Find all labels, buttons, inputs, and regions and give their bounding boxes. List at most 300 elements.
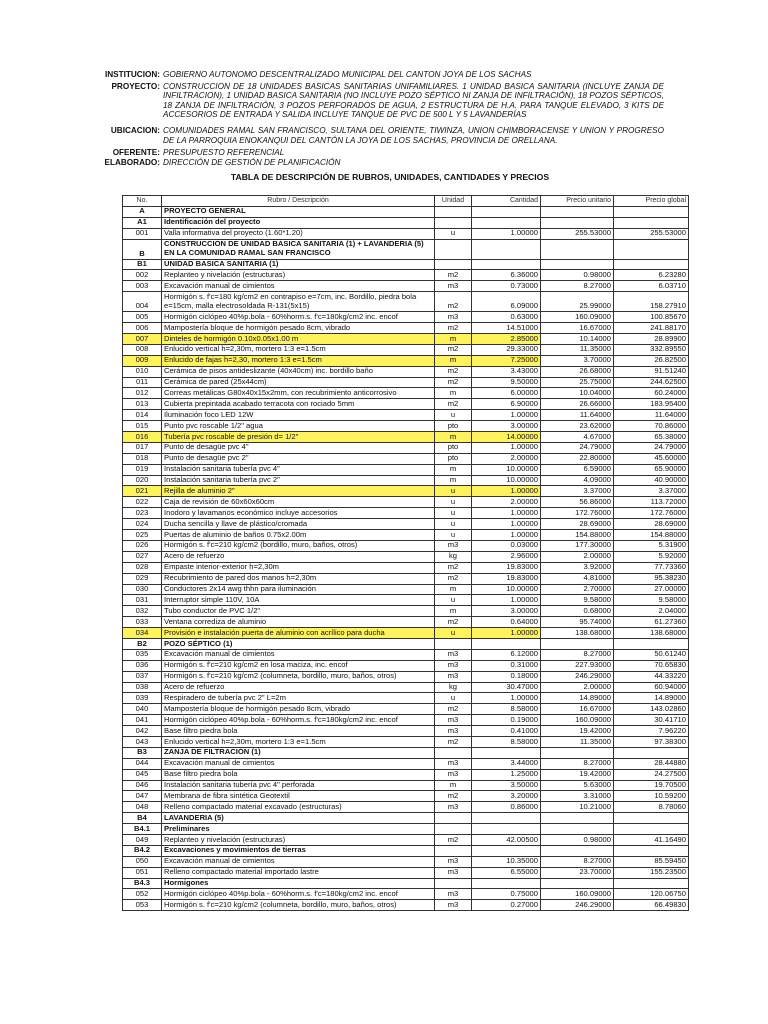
section-row [123,206,689,217]
table-row [123,312,689,323]
row-unit: m2 [435,270,472,281]
row-description: Cubierta prepintada acabado terracota con rociado 5mm [162,399,435,410]
row-description: CONSTRUCCION DE UNIDAD BASICA SANITARIA (1) + LAVANDERIA (5) EN LA COMUNIDAD RAMAL SAN FRANCISCO [162,239,435,259]
ubicacion-row [104,126,664,145]
row-description: Ducha sencilla y llave de plástico/cromada [162,519,435,530]
row-number: 053 [123,900,162,911]
row-unit-price: 25.75000 [541,377,614,388]
row-description: Base filtro piedra bola [162,726,435,737]
row-description: Base filtro piedra bola [162,769,435,780]
row-quantity [472,638,541,649]
ubicacion-label: UBICACION: [110,125,160,135]
row-quantity: 3.43000 [472,366,541,377]
table-row [123,726,689,737]
row-description: Empaste interior-exterior h=2,30m [162,562,435,573]
row-quantity: 19.83000 [472,562,541,573]
row-total-price [614,206,689,217]
row-number: 011 [123,377,162,388]
row-number: 018 [123,453,162,464]
oferente-row [104,148,664,158]
row-quantity: 6.12000 [472,649,541,660]
row-unit-price: 6.59000 [541,464,614,475]
row-total-price [614,259,689,270]
row-quantity: 2.96000 [472,551,541,562]
row-quantity: 10.00000 [472,464,541,475]
section-row [123,638,689,649]
row-unit [435,824,472,835]
row-number: 049 [123,834,162,845]
row-unit-price: 0.98000 [541,834,614,845]
row-number: 025 [123,530,162,541]
row-quantity: 42.00500 [472,834,541,845]
table-row [123,486,689,497]
row-quantity: 6.36000 [472,270,541,281]
row-description: Recubrimiento de pared dos manos h=2,30m [162,573,435,584]
row-unit: m [435,334,472,345]
table-row [123,228,689,239]
row-unit: m2 [435,736,472,747]
row-number: 005 [123,312,162,323]
row-quantity: 1.25000 [472,769,541,780]
row-unit-price: 14.89000 [541,693,614,704]
row-total-price: 5.92000 [614,551,689,562]
row-unit-price: 23.62000 [541,421,614,432]
table-row [123,355,689,366]
row-total-price: 85.59450 [614,856,689,867]
row-unit-price: 246.29000 [541,671,614,682]
row-total-price [614,217,689,228]
row-description: Membrana de fibra sintética Geotextil [162,791,435,802]
row-quantity: 0.31000 [472,660,541,671]
budget-table [122,195,689,911]
row-description: Tubo conductor de PVC 1/2" [162,606,435,617]
row-unit: u [435,228,472,239]
row-unit-price: 10.04000 [541,388,614,399]
row-unit [435,638,472,649]
row-number: 008 [123,344,162,355]
row-total-price: 113.72000 [614,497,689,508]
row-unit-price: 3.92000 [541,562,614,573]
table-row [123,281,689,292]
row-unit-price: 56.86000 [541,497,614,508]
row-quantity: 7.25000 [472,355,541,366]
row-number: B [123,239,162,259]
row-number: 036 [123,660,162,671]
row-description: Hormigón s. f'c=210 kg/cm2 (columneta, bordillo, muro, baños, otros) [162,900,435,911]
row-number: 022 [123,497,162,508]
row-quantity: 3.50000 [472,780,541,791]
row-unit-price: 25.99000 [541,292,614,312]
row-number: 027 [123,551,162,562]
row-total-price: 91.51240 [614,366,689,377]
row-unit-price [541,824,614,835]
table-row [123,442,689,453]
row-total-price: 255.53000 [614,228,689,239]
row-number: 026 [123,540,162,551]
row-number: 047 [123,791,162,802]
row-unit-price: 10.14000 [541,334,614,345]
row-unit-price: 0.98000 [541,270,614,281]
section-row [123,259,689,270]
row-total-price: 95.38230 [614,573,689,584]
row-number: 002 [123,270,162,281]
row-description: LAVANDERIA (5) [162,813,435,824]
row-total-price: 332.89550 [614,344,689,355]
row-description: Punto pvc roscable 1/2" agua [162,421,435,432]
row-quantity: 1.00000 [472,508,541,519]
row-number: 004 [123,292,162,312]
row-description: Correas metálicas G80x40x15x2mm, con recubrimiento anticorrosivo [162,388,435,399]
row-unit-price: 8.27000 [541,758,614,769]
table-row [123,736,689,747]
row-unit: m [435,464,472,475]
row-number: B3 [123,747,162,758]
row-total-price: 77.73360 [614,562,689,573]
row-unit: m [435,606,472,617]
row-number: 035 [123,649,162,660]
row-description: Respiradero de tubería pvc 2" L=2m [162,693,435,704]
row-unit: m2 [435,834,472,845]
row-number: 039 [123,693,162,704]
row-description: Excavación manual de cimientos [162,856,435,867]
table-row [123,660,689,671]
row-unit [435,747,472,758]
row-description: Enlucido vertical h=2,30m, mortero 1:3 e=1.5cm [162,344,435,355]
row-description: Excavación manual de cimientos [162,281,435,292]
table-row [123,410,689,421]
row-number: 020 [123,475,162,486]
row-unit: m3 [435,769,472,780]
row-total-price: 244.62500 [614,377,689,388]
row-total-price [614,845,689,856]
row-unit: u [435,497,472,508]
row-quantity: 1.00000 [472,628,541,639]
table-row [123,475,689,486]
row-unit-price: 138.68000 [541,628,614,639]
row-unit-price: 4.81000 [541,573,614,584]
row-unit-price: 8.27000 [541,856,614,867]
table-row [123,453,689,464]
row-description: Caja de revisión de 60x60x60cm [162,497,435,508]
col-header-description: Rubro / Descripción [162,196,435,207]
row-unit-price: 16.67000 [541,323,614,334]
row-number: 046 [123,780,162,791]
row-total-price: 24.79000 [614,442,689,453]
elaborado-row [104,158,664,168]
row-number: 028 [123,562,162,573]
row-number: 037 [123,671,162,682]
row-number: 038 [123,682,162,693]
row-description: Instalación sanitaria tubería pvc 4" perforada [162,780,435,791]
row-unit: m2 [435,344,472,355]
row-total-price: 158.27910 [614,292,689,312]
row-number: B1 [123,259,162,270]
row-number: 024 [123,519,162,530]
table-row [123,519,689,530]
row-quantity: 0.41000 [472,726,541,737]
row-unit-price: 227.93000 [541,660,614,671]
row-quantity: 3.20000 [472,791,541,802]
row-unit-price: 9.58000 [541,595,614,606]
row-quantity [472,239,541,259]
table-row [123,867,689,878]
row-quantity: 1.00000 [472,486,541,497]
row-total-price: 11.64000 [614,410,689,421]
row-description: Hormigón s. f'c=210 kg/cm2 en losa maciza, inc. encof [162,660,435,671]
row-total-price: 5.31900 [614,540,689,551]
table-row [123,562,689,573]
row-number: 016 [123,432,162,443]
elaborado-value: DIRECCIÓN DE GESTIÓN DE PLANIFICACIÓN [163,157,341,167]
row-unit: m3 [435,671,472,682]
row-description: Preliminares [162,824,435,835]
row-total-price: 154.88000 [614,530,689,541]
table-row [123,649,689,660]
row-unit-price [541,845,614,856]
row-total-price: 183.95400 [614,399,689,410]
row-unit-price [541,747,614,758]
institucion-label: INSTITUCION: [104,70,160,79]
row-description: Identificación del proyecto [162,217,435,228]
row-unit: m [435,780,472,791]
table-row [123,693,689,704]
row-total-price: 28.89900 [614,334,689,345]
row-unit-price: 16.67000 [541,704,614,715]
table-row [123,464,689,475]
row-number: 021 [123,486,162,497]
row-total-price: 30.41710 [614,715,689,726]
row-unit-price: 19.42000 [541,769,614,780]
row-description: Hormigón s. f'c=210 kg/cm2 (columneta, bordillo, muro, baños, otros) [162,671,435,682]
row-unit: m3 [435,802,472,813]
row-description: Acero de refuerzo [162,551,435,562]
row-unit-price: 0.68000 [541,606,614,617]
section-row [123,217,689,228]
col-header-total-price: Precio global [614,196,689,207]
table-header-row [123,196,689,207]
table-row [123,900,689,911]
table-body [123,206,689,910]
row-unit-price [541,206,614,217]
row-number: 040 [123,704,162,715]
row-quantity: 0.75000 [472,889,541,900]
row-unit-price: 24.79000 [541,442,614,453]
row-unit-price: 2.00000 [541,551,614,562]
row-unit: m2 [435,562,472,573]
row-unit-price: 95.74000 [541,617,614,628]
section-row [123,747,689,758]
table-row [123,715,689,726]
row-unit-price: 11.64000 [541,410,614,421]
institucion-value: GOBIERNO AUTONOMO DESCENTRALIZADO MUNICIPAL DEL CANTON JOYA DE LOS SACHAS [163,70,532,79]
row-description: Cerámica de pisos antideslizante (40x40cm) inc. bordillo baño [162,366,435,377]
row-unit [435,878,472,889]
row-description: Inodoro y lavamanos económico incluye accesorios [162,508,435,519]
row-number: 017 [123,442,162,453]
row-quantity: 14.00000 [472,432,541,443]
row-total-price: 138.68000 [614,628,689,639]
row-quantity: 1.00000 [472,519,541,530]
row-total-price: 24.27500 [614,769,689,780]
col-header-quantity: Cantidad [472,196,541,207]
row-unit: u [435,486,472,497]
table-row [123,551,689,562]
row-quantity: 3.00000 [472,421,541,432]
row-description: Enlucido de fajas h=2,30, mortero 1:3 e=1.5cm [162,355,435,366]
row-number: 041 [123,715,162,726]
row-total-price: 120.06750 [614,889,689,900]
row-description: Hormigón ciclópeo 40%p.bola - 60%horm.s. f'c=180kg/cm2 inc. encof [162,889,435,900]
row-total-price: 155.23500 [614,867,689,878]
row-quantity [472,824,541,835]
row-quantity [472,747,541,758]
table-row [123,780,689,791]
row-unit: m [435,475,472,486]
row-total-price: 60.94000 [614,682,689,693]
row-description: Mampostería bloque de hormigón pesado 8cm, vibrado [162,704,435,715]
row-unit-price [541,239,614,259]
row-description: Mampostería bloque de hormigón pesado 8cm, vibrado [162,323,435,334]
row-total-price: 19.70500 [614,780,689,791]
row-quantity: 1.00000 [472,228,541,239]
row-description: Conductores 2x14 awg thhn para iluminación [162,584,435,595]
table-row [123,344,689,355]
row-quantity: 6.55000 [472,867,541,878]
row-unit: m3 [435,281,472,292]
row-description: Excavación manual de cimientos [162,758,435,769]
row-total-price: 6.03710 [614,281,689,292]
row-number: 001 [123,228,162,239]
row-number: A1 [123,217,162,228]
row-description: Hormigón ciclópeo 40%p.bola - 60%horm.s. f'c=180kg/cm2 inc. encof [162,312,435,323]
table-row [123,617,689,628]
row-unit: m2 [435,366,472,377]
row-description: Excavación manual de cimientos [162,649,435,660]
row-unit [435,259,472,270]
row-quantity: 0.19000 [472,715,541,726]
row-unit-price: 3.37000 [541,486,614,497]
row-total-price: 41.16490 [614,834,689,845]
section-row [123,845,689,856]
row-unit-price: 26.68000 [541,366,614,377]
table-row [123,834,689,845]
row-description: Instalación sanitaria tubería pvc 2" [162,475,435,486]
row-unit-price: 3.31000 [541,791,614,802]
row-quantity: 0.27000 [472,900,541,911]
row-number: A [123,206,162,217]
row-number: 006 [123,323,162,334]
oferente-value: PRESUPUESTO REFERENCIAL [163,148,285,158]
row-description: Relleno compactado material excavado (estructuras) [162,802,435,813]
row-unit-price: 19.42000 [541,726,614,737]
table-row [123,769,689,780]
row-quantity: 10.00000 [472,584,541,595]
row-description: Tubería pvc roscable de presión d= 1/2" [162,432,435,443]
row-unit-price: 4.67000 [541,432,614,443]
row-quantity: 9.50000 [472,377,541,388]
row-quantity [472,206,541,217]
row-total-price [614,813,689,824]
row-unit: m2 [435,292,472,312]
row-number: 044 [123,758,162,769]
row-description: Punto de desagüe pvc 2" [162,453,435,464]
table-row [123,497,689,508]
row-quantity: 0.86000 [472,802,541,813]
row-quantity: 2.00000 [472,453,541,464]
table-row [123,421,689,432]
row-number: 023 [123,508,162,519]
table-row [123,530,689,541]
row-unit: m2 [435,791,472,802]
row-quantity: 2.85000 [472,334,541,345]
row-unit: m2 [435,399,472,410]
row-unit-price: 22.80000 [541,453,614,464]
row-number: 033 [123,617,162,628]
row-unit: m3 [435,889,472,900]
table-row [123,508,689,519]
row-unit: m3 [435,660,472,671]
ubicacion-value: COMUNIDADES RAMAL SAN FRANCISCO, SULTANA DEL ORIENTE, TIWINZA, UNION CHIMBORACENSE Y UNION Y PROGRESO DE LA PARROQUIA ENOKANQUI DEL CANTÓN LA JOYA DE LOS SACHAS, PROVINCIA DE ORELLANA. [163,125,664,145]
row-unit [435,206,472,217]
row-quantity: 30.47000 [472,682,541,693]
table-row [123,270,689,281]
table-row [123,704,689,715]
row-description: Instalación sanitaria tubería pvc 4" [162,464,435,475]
row-unit: m3 [435,649,472,660]
row-number: B4.1 [123,824,162,835]
col-header-no: No. [123,196,162,207]
row-number: 029 [123,573,162,584]
row-description: Valla informativa del proyecto (1.60*1.20) [162,228,435,239]
row-quantity: 3.44000 [472,758,541,769]
table-row [123,682,689,693]
row-unit: m3 [435,867,472,878]
table-row [123,791,689,802]
row-unit: m3 [435,726,472,737]
row-unit: u [435,519,472,530]
row-unit-price: 4.09000 [541,475,614,486]
row-quantity [472,813,541,824]
row-unit-price: 26.66000 [541,399,614,410]
row-unit-price: 3.70000 [541,355,614,366]
row-total-price: 14.89000 [614,693,689,704]
table-row [123,334,689,345]
row-total-price: 172.76000 [614,508,689,519]
section-row [123,824,689,835]
row-description: Replanteo y nivelación (estructuras) [162,270,435,281]
row-total-price: 241.88170 [614,323,689,334]
row-quantity [472,845,541,856]
row-total-price: 66.49830 [614,900,689,911]
row-quantity: 6.09000 [472,292,541,312]
table-row [123,540,689,551]
row-quantity: 0.73000 [472,281,541,292]
table-row [123,399,689,410]
col-header-unit: Unidad [435,196,472,207]
row-unit-price: 2.70000 [541,584,614,595]
row-unit: m3 [435,715,472,726]
row-unit: u [435,410,472,421]
row-unit-price: 11.35000 [541,736,614,747]
row-description: Excavaciones y movimientos de tierras [162,845,435,856]
row-description: Enlucido vertical h=2,30m, mortero 1:3 e=1.5cm [162,736,435,747]
row-quantity: 19.83000 [472,573,541,584]
row-quantity: 0.03000 [472,540,541,551]
row-unit: u [435,693,472,704]
row-unit-price: 5.63000 [541,780,614,791]
proyecto-label: PROYECTO: [111,81,160,91]
row-total-price: 2.04000 [614,606,689,617]
